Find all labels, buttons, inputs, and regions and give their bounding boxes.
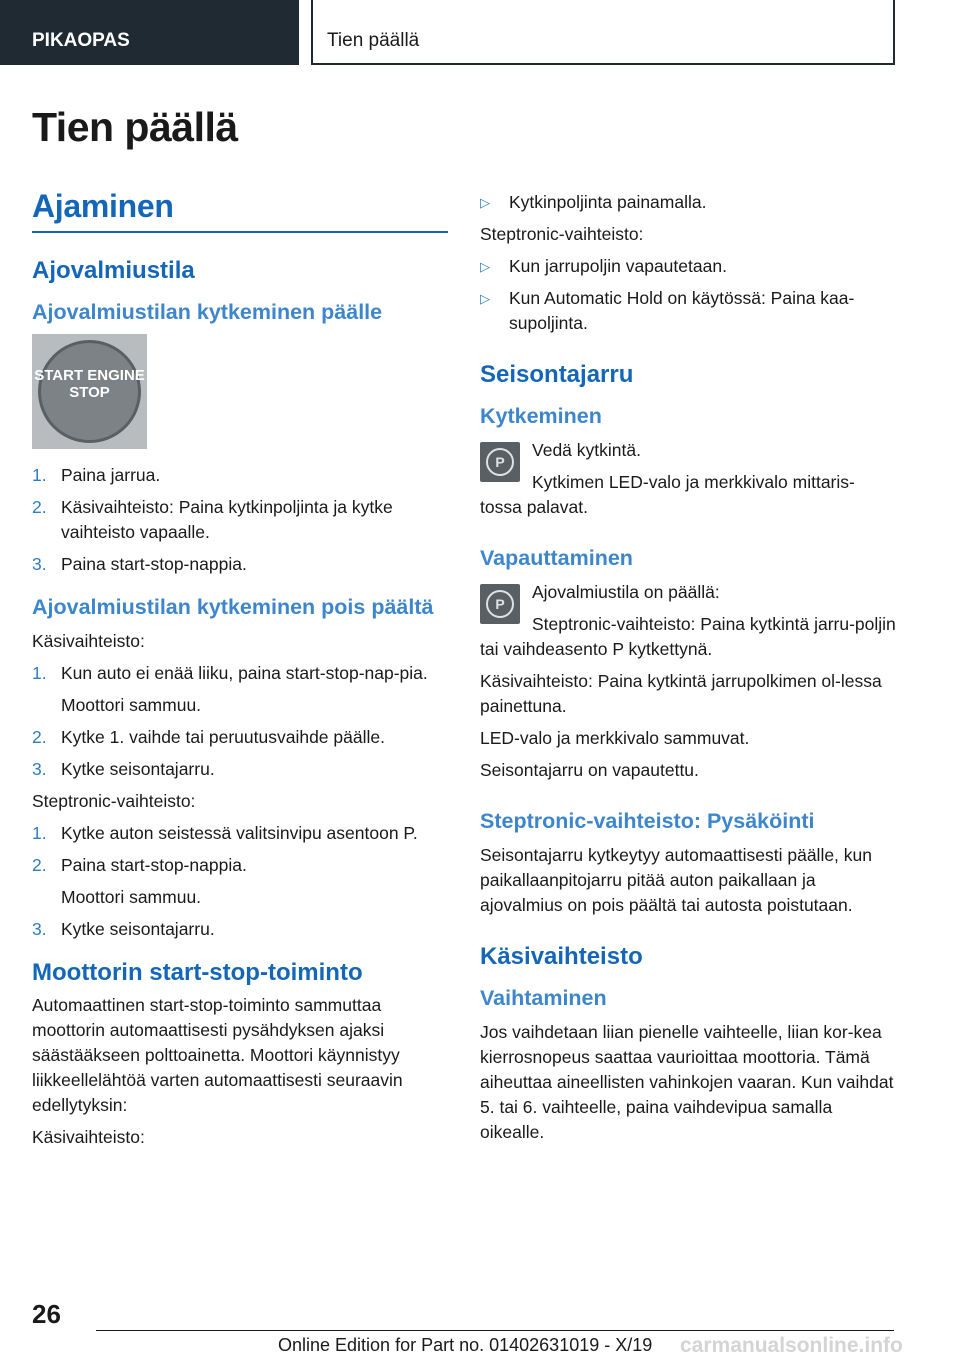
list-item: 2. Käsivaihteisto: Paina kytkinpoljinta ja kytke vaihteisto vapaalle. (32, 496, 393, 542)
left-column (32, 188, 448, 1157)
page-number: 26 (32, 1299, 61, 1329)
manual-label: Käsivaihteisto: (32, 630, 145, 651)
heading-engage: Kytkeminen (480, 404, 602, 428)
heading-drive-ready-off: Ajovalmiustilan kytkeminen pois päältä (32, 594, 434, 619)
steptronic-off-steps-cont (32, 917, 448, 942)
heading-parking-brake: Seisontajarru (480, 361, 634, 388)
steptronic-off-steps (32, 821, 448, 878)
list-item: 1. Kun auto ei enää liiku, paina start-stop-nap-pia. (32, 662, 428, 683)
heading-release: Vapauttaminen (480, 545, 633, 570)
release-text-4: LED-valo ja merkkivalo sammuvat. (480, 727, 750, 748)
release-text-5: Seisontajarru on vapautettu. (480, 759, 699, 780)
engage-text-1: Vedä kytkintä. (532, 439, 641, 460)
page-title: Tien päällä (32, 104, 238, 150)
watermark: carmanualsonline.info (680, 1334, 903, 1357)
drive-ready-on-steps (32, 463, 448, 577)
manual-off-steps-cont (32, 725, 448, 782)
shifting-text: Jos vaihdetaan liian pienelle vaihteelle, liian kor-kea kierrosnopeus saattaa vaurioittaa moottoria. Tämä aiheuttaa aineellisten vahinkojen vaaran. Kun vaihdat 5. tai 6. vaihteelle, paina vaihdevipua samalla oikealle. (480, 1021, 894, 1142)
list-item: ▷ Kun jarrupoljin vapautetaan. (480, 254, 896, 279)
list-item: ▷ Kytkinpoljinta painamalla. (480, 190, 896, 215)
manual-conditions (480, 190, 896, 215)
release-text-3: Käsivaihteisto: Paina kytkintä jarrupolkimen ol-lessa painettuna. (480, 670, 882, 716)
list-item: 2. Kytke 1. vaihde tai peruutusvaihde päälle. (32, 726, 385, 747)
list-item: 3. Paina start-stop-nappia. (32, 553, 247, 574)
engine-off-note-2: Moottori sammuu. (61, 886, 202, 907)
engine-off-note: Moottori sammuu. (61, 694, 202, 715)
manual-off-steps (32, 661, 448, 686)
footer-edition: Online Edition for Part no. 01402631019 - X/19 (278, 1335, 653, 1355)
steptronic-label: Steptronic-vaihteisto: (32, 790, 196, 811)
footer-divider (96, 1330, 894, 1331)
start-stop-button-image (32, 334, 147, 449)
heading-driving: Ajaminen (32, 188, 448, 233)
list-item: 2. Paina start-stop-nappia. (32, 854, 247, 875)
auto-start-stop-text: Automaattinen start-stop-toiminto sammuttaa moottorin automaattisesti pysähdyksen ajaksi säästääkseen polttoainetta. Moottori käynnistyy liikkeellelähtöä varten automaattisesti seuraavin edellytyksin: (32, 994, 403, 1115)
heading-auto-start-stop: Moottorin start-stop-toiminto (32, 958, 363, 986)
list-item: 1. Paina jarrua. (32, 464, 161, 485)
heading-shifting: Vaihtaminen (480, 985, 607, 1010)
list-item: 3. Kytke seisontajarru. (32, 918, 215, 939)
list-item: ▷ Kun Automatic Hold on käytössä: Paina kaa-supoljinta. (480, 286, 896, 336)
steptronic-label-right: Steptronic-vaihteisto: (480, 224, 644, 244)
header-section-tab: PIKAOPAS (0, 0, 299, 65)
heading-drive-ready-on: Ajovalmiustilan kytkeminen päälle (32, 300, 383, 324)
engage-text-2: Kytkimen LED-valo ja merkkivalo mittaris-tossa palavat. (480, 471, 855, 517)
parking-brake-icon: P (480, 584, 520, 624)
steptronic-parking-text: Seisontajarru kytkeytyy automaattisesti päälle, kun paikallaanpitojarru pitää auton paikallaan ja ajovalmius on pois päältä tai autosta poistutaan. (480, 844, 872, 915)
list-item: 3. Kytke seisontajarru. (32, 758, 215, 779)
release-text-1: Ajovalmiustila on päällä: (532, 581, 720, 602)
heading-drive-ready: Ajovalmiustila (32, 257, 195, 284)
header-chapter-tab: Tien päällä (311, 0, 895, 65)
release-text-2: Steptronic-vaihteisto: Paina kytkintä jarru-poljin tai vaihdeasento P kytkettynä. (480, 613, 896, 659)
right-column (480, 190, 896, 1152)
steptronic-conditions (480, 254, 896, 336)
start-stop-button-label: START ENGINE STOP (34, 366, 145, 401)
heading-manual-transmission: Käsivaihteisto (480, 942, 643, 970)
list-item: 1. Kytke auton seistessä valitsinvipu asentoon P. (32, 822, 418, 843)
auto-start-stop-manual-label: Käsivaihteisto: (32, 1126, 145, 1147)
parking-brake-icon: P (480, 442, 520, 482)
heading-steptronic-parking: Steptronic-vaihteisto: Pysäköinti (480, 808, 815, 833)
